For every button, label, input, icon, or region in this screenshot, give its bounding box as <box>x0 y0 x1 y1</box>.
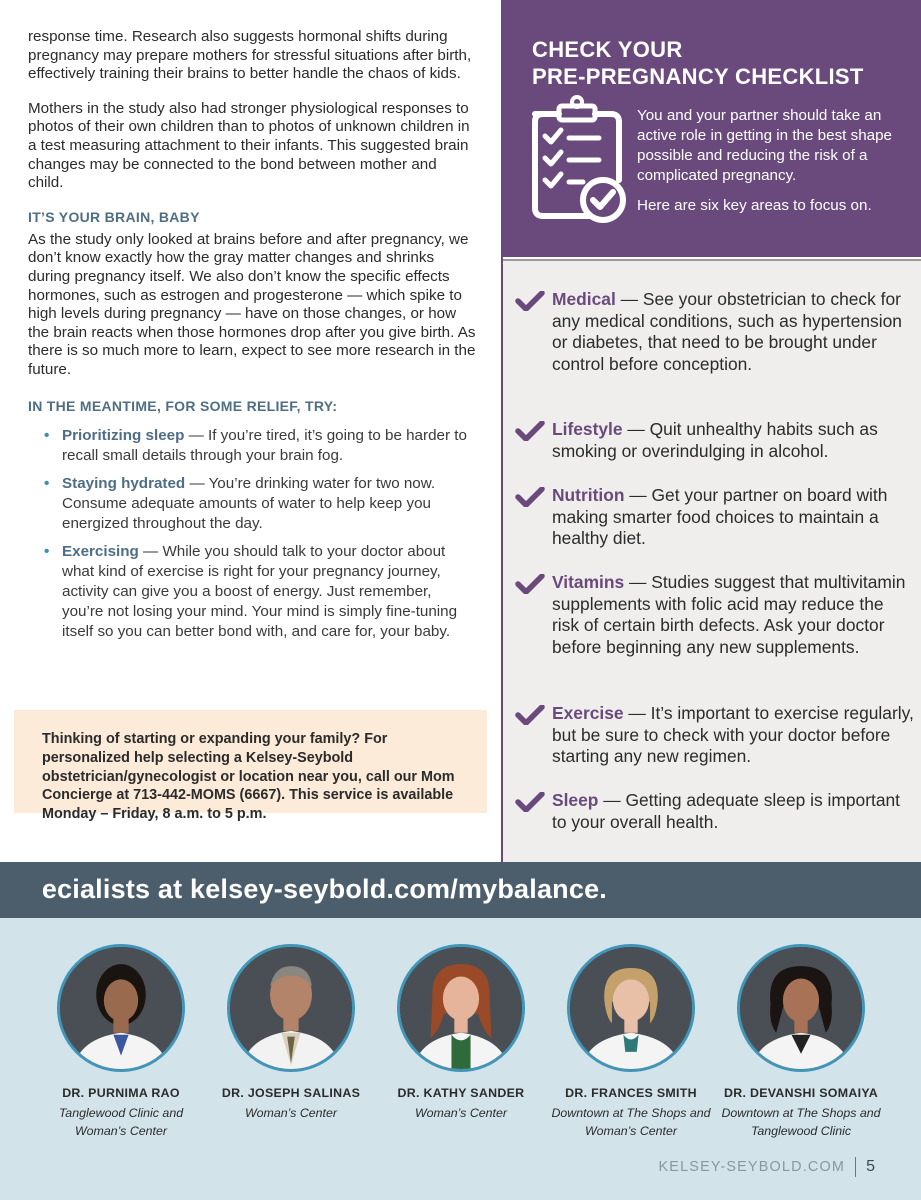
article-column <box>28 28 476 650</box>
list-item <box>44 474 476 534</box>
checklist-desc: — See your obstetrician to check for any medical conditions, such as hypertension or diabetes, that need to be brought under control before conception. <box>552 289 902 375</box>
checklist-text <box>552 485 914 550</box>
checkmark-icon <box>515 291 545 311</box>
checklist-text <box>552 790 914 833</box>
intro-paragraph: You and your partner should take an active role in getting in the best shape possible and reducing the risk of a complicated pregnancy. <box>637 107 892 184</box>
title-line: PRE-PREGNANCY CHECKLIST <box>532 64 864 89</box>
doctor-name: DR. JOSEPH SALINAS <box>221 1086 361 1100</box>
checkmark-icon <box>515 792 545 812</box>
article-paragraph: Mothers in the study also had stronger physiological responses to photos of their own children than to photos of unknown children in a test measuring attachment to their infants. This suggested brain changes may be connected to the bond between mother and child. <box>28 99 470 192</box>
tip-term: Prioritizing sleep <box>62 426 185 444</box>
doctor-location: Woman’s Center <box>244 1106 338 1120</box>
tip-term: Staying hydrated <box>62 474 186 492</box>
checkmark-icon <box>515 705 545 725</box>
tip-text: — If you’re tired, it’s going to be harder to recall small details through your brain fog. <box>62 426 467 464</box>
section-heading: IN THE MEANTIME, FOR SOME RELIEF, TRY: <box>28 397 338 414</box>
bullet-icon: • <box>44 474 50 492</box>
title-line: CHECK YOUR <box>532 37 683 62</box>
concierge-text: Thinking of starting or expanding your family? For personalized help selecting a Kelsey-Seybold obstetrician/gynecologist or location near you, call our Mom Concierge at 713-442-MOMS (6667). This service is available Monday – Friday, 8 a.m. to 5 p.m. <box>42 731 455 823</box>
doctor-name: DR. PURNIMA RAO <box>62 1086 180 1100</box>
doctor-name: DR. DEVANSHI SOMAIYA <box>723 1086 879 1100</box>
concierge-callout <box>14 710 487 823</box>
tip-term: Exercising <box>62 542 139 560</box>
checklist-desc: — Getting adequate sleep is important to your overall health. <box>552 790 901 832</box>
checkmark-icon <box>515 574 545 594</box>
article-paragraph: response time. Research also suggests hormonal shifts during pregnancy may prepare mothers for stressful situations after birth, effectively training their brains to better handle the chaos of kids. <box>28 28 472 83</box>
tip-text: — You’re drinking water for two now. Consume adequate amounts of water to help keep you energized throughout the day. <box>62 474 436 532</box>
checklist-desc: — Studies suggest that multivitamin supplements with folic acid may reduce the risk of certain birth defects. Ask your doctor before beginning any new supplements. <box>552 572 906 658</box>
doctor-card <box>206 944 376 1122</box>
doctor-location: Tanglewood Clinic and Woman’s Center <box>58 1106 184 1138</box>
doctor-card <box>716 944 886 1140</box>
list-item <box>44 542 476 642</box>
checklist-text <box>552 572 914 659</box>
doctor-location: Woman’s Center <box>414 1106 508 1120</box>
page-number: 5 <box>866 1158 875 1175</box>
tips-list <box>44 426 476 642</box>
doctor-name: DR. FRANCES SMITH <box>565 1086 697 1100</box>
page-footer <box>658 1157 875 1177</box>
bullet-icon: • <box>44 426 50 444</box>
checklist-text <box>552 419 914 462</box>
url-banner <box>0 862 921 918</box>
avatar <box>57 944 185 1072</box>
doctor-photo-icon <box>570 947 692 1069</box>
doctor-card <box>36 944 206 1140</box>
doctor-name: DR. KATHY SANDER <box>397 1086 525 1100</box>
checkmark-icon <box>515 487 545 507</box>
list-item <box>44 426 476 466</box>
footer-url: KELSEY-SEYBOLD.COM <box>658 1157 856 1177</box>
doctor-location: Downtown at The Shops and Tanglewood Clinic <box>721 1106 881 1138</box>
checklist-desc: — Get your partner on board with making smarter food choices to maintain a healthy diet. <box>552 485 888 549</box>
checklist-desc: — Quit unhealthy habits such as smoking or overindulging in alcohol. <box>552 419 878 461</box>
bullet-icon: • <box>44 542 50 560</box>
avatar <box>737 944 865 1072</box>
checklist-term: Medical <box>552 289 616 309</box>
doctor-photo-icon <box>230 947 352 1069</box>
checklist-term: Sleep <box>552 790 599 810</box>
checklist-term: Vitamins <box>552 572 625 592</box>
doctor-photo-icon <box>60 947 182 1069</box>
checklist-term: Nutrition <box>552 485 625 505</box>
checklist-text <box>552 703 914 768</box>
section-heading: IT’S YOUR BRAIN, BABY <box>28 208 200 225</box>
banner-text: ecialists at kelsey-seybold.com/mybalance. <box>41 874 607 904</box>
doctor-card <box>546 944 716 1140</box>
checklist-text <box>552 289 914 376</box>
avatar <box>397 944 525 1072</box>
checklist-term: Lifestyle <box>552 419 623 439</box>
checklist-term: Exercise <box>552 703 624 723</box>
checkmark-icon <box>515 421 545 441</box>
avatar <box>227 944 355 1072</box>
avatar <box>567 944 695 1072</box>
doctor-card <box>376 944 546 1122</box>
checklist <box>503 259 921 862</box>
article-paragraph: As the study only looked at brains before and after pregnancy, we don’t know exactly how the gray matter changes and shrinks during pregnancy itself. We also don’t know the specific effects hormones, such as estrogen and progesterone — which spike to high levels during pregnancy — have on those changes, or how the brain reacts when those hormones drop after you give birth. As there is so much more to learn, expect to see more research in the future. <box>28 230 476 378</box>
doctor-photo-icon <box>740 947 862 1069</box>
doctor-photo-icon <box>400 947 522 1069</box>
checklist-header <box>503 0 921 257</box>
doctor-location: Downtown at The Shops and Woman’s Center <box>551 1106 711 1138</box>
clipboard-check-icon <box>527 94 627 226</box>
checklist-desc: — It’s important to exercise regularly, but be sure to check with your doctor before starting any new regimen. <box>552 703 914 767</box>
intro-paragraph: Here are six key areas to focus on. <box>637 197 872 214</box>
checklist-intro <box>637 106 905 226</box>
checklist-title <box>532 36 864 90</box>
tip-text: — While you should talk to your doctor about what kind of exercise is right for your pregnancy journey, activity can give you a boost of energy. Just remember, you’re not losing your mind. Your mind is simply fine-tuning itself so you can better bond with, and care for, your baby. <box>62 542 458 640</box>
